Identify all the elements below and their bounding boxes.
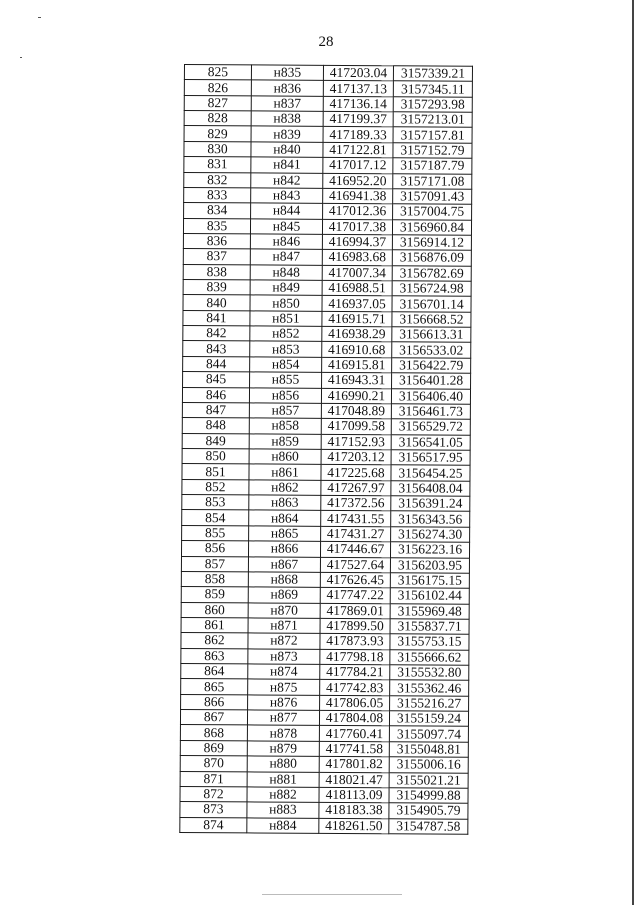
point-id-cell: н880 [247, 756, 319, 772]
table-row [183, 280, 471, 297]
point-id-cell: н858 [249, 418, 321, 434]
y-coordinate-cell: 3157293.98 [393, 96, 472, 112]
point-id-cell: н877 [247, 710, 319, 726]
x-coordinate-cell: 416938.29 [322, 326, 392, 342]
point-number-cell: 868 [180, 725, 247, 741]
x-coordinate-cell: 416994.37 [322, 234, 392, 250]
point-id-cell: н879 [247, 741, 319, 757]
point-id-cell: н882 [247, 787, 319, 803]
y-coordinate-cell: 3155837.71 [390, 619, 469, 635]
point-id-cell: н855 [250, 372, 322, 388]
y-coordinate-cell: 3156203.95 [390, 557, 469, 573]
y-coordinate-cell: 3155666.62 [390, 649, 469, 665]
point-number-cell: 870 [180, 756, 247, 772]
point-id-cell: н839 [251, 126, 323, 142]
point-id-cell: н842 [251, 172, 323, 188]
point-number-cell: 865 [181, 679, 248, 695]
point-number-cell: 862 [181, 633, 248, 649]
y-coordinate-cell: 3154999.88 [389, 788, 468, 804]
point-number-cell: 857 [181, 556, 248, 572]
x-coordinate-cell: 416952.20 [323, 173, 393, 189]
point-id-cell: н867 [248, 556, 320, 572]
x-coordinate-cell: 417806.05 [320, 695, 390, 711]
point-id-cell: н860 [249, 449, 321, 465]
y-coordinate-cell: 3155159.24 [389, 711, 468, 727]
point-number-cell: 848 [182, 418, 249, 434]
point-number-cell: 828 [184, 111, 251, 127]
table-row [182, 448, 470, 465]
y-coordinate-cell: 3155753.15 [390, 634, 469, 650]
point-number-cell: 825 [184, 65, 251, 81]
table-row [184, 65, 472, 82]
point-number-cell: 864 [181, 664, 248, 680]
y-coordinate-cell: 3157345.11 [393, 81, 472, 97]
point-number-cell: 826 [184, 80, 251, 96]
point-id-cell: н884 [247, 818, 319, 834]
x-coordinate-cell: 417137.13 [323, 81, 393, 97]
y-coordinate-cell: 3157339.21 [393, 66, 472, 82]
x-coordinate-cell: 417873.93 [320, 634, 390, 650]
x-coordinate-cell: 417122.81 [323, 142, 393, 158]
x-coordinate-cell: 417136.14 [323, 96, 393, 112]
y-coordinate-cell: 3155021.21 [389, 772, 468, 788]
table-row [182, 495, 470, 512]
point-number-cell: 831 [184, 157, 251, 173]
table-row [181, 587, 469, 604]
y-coordinate-cell: 3156175.15 [390, 573, 469, 589]
point-id-cell: н836 [251, 80, 323, 96]
x-coordinate-cell: 417017.12 [323, 158, 393, 174]
point-number-cell: 849 [182, 433, 249, 449]
point-id-cell: н883 [247, 802, 319, 818]
x-coordinate-cell: 417431.27 [321, 526, 391, 542]
y-coordinate-cell: 3155362.46 [390, 680, 469, 696]
x-coordinate-cell: 417007.34 [322, 265, 392, 281]
point-id-cell: н845 [250, 219, 322, 235]
point-id-cell: н870 [248, 602, 320, 618]
x-coordinate-cell: 417869.01 [320, 603, 390, 619]
point-id-cell: н862 [249, 480, 321, 496]
point-id-cell: н874 [248, 664, 320, 680]
y-coordinate-cell: 3156401.28 [392, 373, 471, 389]
point-number-cell: 867 [180, 710, 247, 726]
table-row [184, 157, 472, 174]
point-number-cell: 851 [182, 464, 249, 480]
x-coordinate-cell: 417899.50 [320, 618, 390, 634]
footer-rule [262, 894, 402, 895]
point-id-cell: н840 [251, 142, 323, 158]
x-coordinate-cell: 417801.82 [319, 757, 389, 773]
y-coordinate-cell: 3156461.73 [391, 404, 470, 420]
point-number-cell: 845 [183, 372, 250, 388]
point-number-cell: 856 [181, 541, 248, 557]
point-number-cell: 874 [180, 817, 247, 833]
point-id-cell: н837 [251, 96, 323, 112]
y-coordinate-cell: 3155006.16 [389, 757, 468, 773]
x-coordinate-cell: 417742.83 [320, 680, 390, 696]
point-number-cell: 835 [183, 218, 250, 234]
y-coordinate-cell: 3156406.40 [391, 388, 470, 404]
y-coordinate-cell: 3156454.25 [391, 465, 470, 481]
y-coordinate-cell: 3155532.80 [390, 665, 469, 681]
x-coordinate-cell: 418183.38 [319, 803, 389, 819]
y-coordinate-cell: 3157091.43 [393, 189, 472, 205]
scan-speck [38, 17, 41, 18]
x-coordinate-cell: 417012.36 [323, 204, 393, 220]
point-id-cell: н866 [248, 541, 320, 557]
point-number-cell: 860 [181, 602, 248, 618]
point-number-cell: 842 [183, 326, 250, 342]
point-number-cell: 854 [182, 510, 249, 526]
point-number-cell: 837 [183, 249, 250, 265]
point-number-cell: 855 [182, 525, 249, 541]
point-number-cell: 827 [184, 95, 251, 111]
point-id-cell: н859 [249, 434, 321, 450]
point-id-cell: н857 [249, 403, 321, 419]
point-id-cell: н868 [248, 572, 320, 588]
y-coordinate-cell: 3156274.30 [391, 527, 470, 543]
point-id-cell: н871 [248, 618, 320, 634]
point-id-cell: н847 [250, 249, 322, 265]
point-id-cell: н865 [249, 526, 321, 542]
x-coordinate-cell: 417798.18 [320, 649, 390, 665]
point-number-cell: 830 [184, 141, 251, 157]
x-coordinate-cell: 417747.22 [320, 588, 390, 604]
point-id-cell: н869 [248, 587, 320, 603]
x-coordinate-cell: 416943.31 [322, 373, 392, 389]
x-coordinate-cell: 416988.51 [322, 280, 392, 296]
coordinates-table [179, 64, 473, 835]
y-coordinate-cell: 3156517.95 [391, 450, 470, 466]
y-coordinate-cell: 3157213.01 [393, 112, 472, 128]
point-number-cell: 869 [180, 740, 247, 756]
y-coordinate-cell: 3156391.24 [391, 496, 470, 512]
y-coordinate-cell: 3157171.08 [393, 173, 472, 189]
y-coordinate-cell: 3156529.72 [391, 419, 470, 435]
y-coordinate-cell: 3156701.14 [392, 296, 471, 312]
x-coordinate-cell: 416937.05 [322, 296, 392, 312]
x-coordinate-cell: 417527.64 [320, 557, 390, 573]
y-coordinate-cell: 3156408.04 [391, 480, 470, 496]
point-number-cell: 847 [182, 402, 249, 418]
x-coordinate-cell: 417431.55 [321, 511, 391, 527]
point-id-cell: н854 [250, 357, 322, 373]
x-coordinate-cell: 417267.97 [321, 480, 391, 496]
x-coordinate-cell: 416915.71 [322, 311, 392, 327]
point-id-cell: н861 [249, 464, 321, 480]
point-id-cell: н872 [248, 633, 320, 649]
point-id-cell: н849 [250, 280, 322, 296]
y-coordinate-cell: 3156960.84 [392, 219, 471, 235]
x-coordinate-cell: 416910.68 [322, 342, 392, 358]
point-id-cell: н856 [249, 387, 321, 403]
point-id-cell: н873 [248, 649, 320, 665]
point-id-cell: н853 [250, 341, 322, 357]
point-number-cell: 852 [182, 479, 249, 495]
point-number-cell: 844 [183, 356, 250, 372]
y-coordinate-cell: 3157157.81 [393, 127, 472, 143]
x-coordinate-cell: 417048.89 [321, 403, 391, 419]
point-id-cell: н876 [248, 695, 320, 711]
x-coordinate-cell: 417203.04 [323, 65, 393, 81]
x-coordinate-cell: 416915.81 [322, 357, 392, 373]
point-number-cell: 872 [180, 786, 247, 802]
y-coordinate-cell: 3156343.56 [391, 511, 470, 527]
y-coordinate-cell: 3156876.09 [392, 250, 471, 266]
x-coordinate-cell: 417372.56 [321, 495, 391, 511]
page-edge-shadow [632, 0, 634, 905]
table-row [181, 664, 469, 681]
point-number-cell: 859 [181, 587, 248, 603]
point-number-cell: 836 [183, 233, 250, 249]
point-number-cell: 829 [184, 126, 251, 142]
x-coordinate-cell: 417099.58 [321, 419, 391, 435]
table-row [184, 111, 472, 128]
point-id-cell: н851 [250, 311, 322, 327]
y-coordinate-cell: 3156541.05 [391, 434, 470, 450]
y-coordinate-cell: 3155969.48 [390, 603, 469, 619]
table-row [180, 817, 468, 834]
point-id-cell: н850 [250, 295, 322, 311]
point-number-cell: 871 [180, 771, 247, 787]
point-number-cell: 850 [182, 448, 249, 464]
point-id-cell: н835 [251, 65, 323, 81]
point-number-cell: 832 [184, 172, 251, 188]
y-coordinate-cell: 3157004.75 [393, 204, 472, 220]
y-coordinate-cell: 3156724.98 [392, 281, 471, 297]
point-number-cell: 861 [181, 617, 248, 633]
table-row [183, 326, 471, 343]
y-coordinate-cell: 3154787.58 [389, 818, 468, 834]
y-coordinate-cell: 3157152.79 [393, 143, 472, 159]
x-coordinate-cell: 418261.50 [319, 818, 389, 834]
x-coordinate-cell: 417203.12 [321, 449, 391, 465]
y-coordinate-cell: 3156422.79 [392, 358, 471, 374]
point-id-cell: н838 [251, 111, 323, 127]
x-coordinate-cell: 416990.21 [321, 388, 391, 404]
point-number-cell: 838 [183, 264, 250, 280]
x-coordinate-cell: 417446.67 [320, 541, 390, 557]
scan-speck [20, 57, 22, 58]
point-id-cell: н846 [250, 234, 322, 250]
x-coordinate-cell: 417199.37 [323, 111, 393, 127]
point-number-cell: 873 [180, 802, 247, 818]
point-number-cell: 833 [184, 187, 251, 203]
x-coordinate-cell: 417626.45 [320, 572, 390, 588]
y-coordinate-cell: 3156223.16 [390, 542, 469, 558]
point-number-cell: 834 [184, 203, 251, 219]
x-coordinate-cell: 417784.21 [320, 664, 390, 680]
y-coordinate-cell: 3155216.27 [390, 696, 469, 712]
point-number-cell: 839 [183, 280, 250, 296]
y-coordinate-cell: 3156533.02 [392, 342, 471, 358]
point-id-cell: н852 [250, 326, 322, 342]
point-number-cell: 841 [183, 310, 250, 326]
x-coordinate-cell: 417804.08 [319, 710, 389, 726]
x-coordinate-cell: 418021.47 [319, 772, 389, 788]
coordinates-table-body [180, 65, 473, 835]
table-row [181, 541, 469, 558]
table-row [180, 710, 468, 727]
y-coordinate-cell: 3156668.52 [392, 312, 471, 328]
x-coordinate-cell: 416941.38 [323, 188, 393, 204]
point-number-cell: 846 [182, 387, 249, 403]
point-id-cell: н864 [249, 510, 321, 526]
table-row [183, 372, 471, 389]
point-id-cell: н878 [247, 725, 319, 741]
point-number-cell: 853 [182, 495, 249, 511]
y-coordinate-cell: 3156613.31 [392, 327, 471, 343]
x-coordinate-cell: 417152.93 [321, 434, 391, 450]
x-coordinate-cell: 416983.68 [322, 250, 392, 266]
point-number-cell: 843 [183, 341, 250, 357]
x-coordinate-cell: 417189.33 [323, 127, 393, 143]
y-coordinate-cell: 3156102.44 [390, 588, 469, 604]
y-coordinate-cell: 3155097.74 [389, 726, 468, 742]
y-coordinate-cell: 3155048.81 [389, 742, 468, 758]
x-coordinate-cell: 418113.09 [319, 787, 389, 803]
point-number-cell: 840 [183, 295, 250, 311]
point-id-cell: н863 [249, 495, 321, 511]
point-number-cell: 858 [181, 571, 248, 587]
x-coordinate-cell: 417741.58 [319, 741, 389, 757]
y-coordinate-cell: 3156914.12 [392, 235, 471, 251]
point-id-cell: н844 [251, 203, 323, 219]
y-coordinate-cell: 3156782.69 [392, 265, 471, 281]
x-coordinate-cell: 417225.68 [321, 465, 391, 481]
x-coordinate-cell: 417017.38 [322, 219, 392, 235]
point-number-cell: 866 [181, 694, 248, 710]
point-number-cell: 863 [181, 648, 248, 664]
x-coordinate-cell: 417760.41 [319, 726, 389, 742]
table-row [180, 756, 468, 773]
point-id-cell: н841 [251, 157, 323, 173]
point-id-cell: н843 [251, 188, 323, 204]
point-id-cell: н881 [247, 771, 319, 787]
point-id-cell: н848 [250, 265, 322, 281]
page-number: 28 [318, 34, 334, 50]
y-coordinate-cell: 3157187.79 [393, 158, 472, 174]
y-coordinate-cell: 3154905.79 [389, 803, 468, 819]
point-id-cell: н875 [248, 679, 320, 695]
